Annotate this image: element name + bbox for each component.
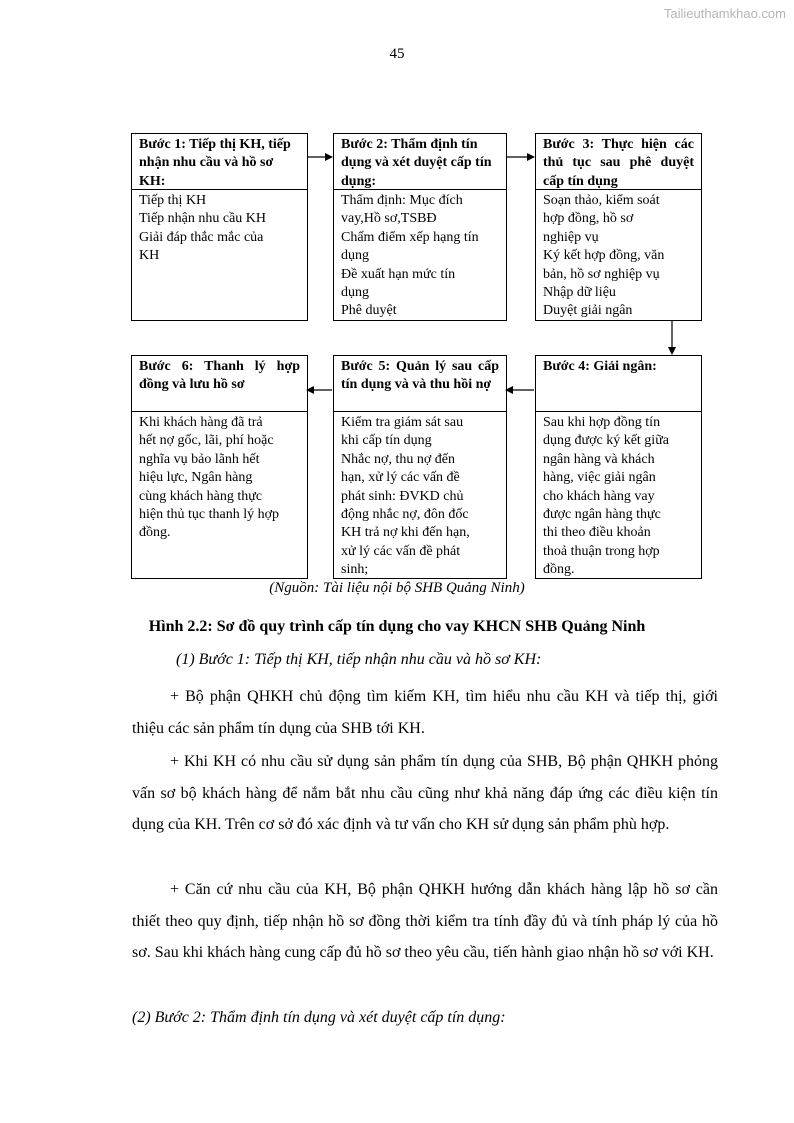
step-line: Tiếp thị KH bbox=[139, 193, 207, 208]
step-line: phát sinh: ĐVKD chủ bbox=[341, 488, 464, 504]
step-line: động nhắc nợ, đôn đốc bbox=[341, 507, 469, 523]
step-line: Soạn thảo, kiểm soát bbox=[543, 193, 660, 208]
step-line: Thẩm định: Mục đích bbox=[341, 193, 463, 208]
step-4-title: Bước 4: Giải ngân: bbox=[536, 356, 701, 412]
step-line: sinh; bbox=[341, 562, 369, 578]
figure-title: Hình 2.2: Sơ đồ quy trình cấp tín dụng cho vay KHCN SHB Quảng Ninh bbox=[148, 618, 646, 635]
step-line: dụng được ký kết giữa bbox=[543, 433, 669, 449]
step-line: Ký kết hợp đồng, văn bbox=[543, 248, 665, 264]
step-line: Phê duyệt bbox=[341, 303, 397, 319]
step-line: Sau khi hợp đồng tín bbox=[543, 415, 661, 430]
step-line: dụng bbox=[341, 248, 369, 264]
step-5-title: Bước 5: Quản lý sau cấp tín dụng và và thu hồi nợ bbox=[334, 356, 506, 412]
step-line: khi cấp tín dụng bbox=[341, 433, 432, 449]
step-line: xử lý các vấn đề phát bbox=[341, 543, 461, 559]
watermark: Tailieuthamkhao.com bbox=[663, 6, 786, 21]
step-2-title: Bước 2: Thẩm định tín dụng và xét duyệt cấp tín dụng: bbox=[334, 134, 506, 190]
step-line: Tiếp nhận nhu cầu KH bbox=[139, 211, 267, 227]
step-line: hiện thủ tục thanh lý hợp bbox=[139, 507, 279, 523]
step-line: KH trả nợ khi đến hạn, bbox=[341, 525, 470, 541]
paragraph-3: + Căn cứ nhu cầu của KH, Bộ phận QHKH hướng dẫn khách hàng lập hồ sơ cần thiết theo quy định, tiếp nhận hồ sơ đồng thời kiểm tra tính đầy đủ và tính pháp lý của hồ sơ. Sau khi khách hàng cung cấp đủ hồ sơ theo yêu cầu, tiến hành giao nhận hồ sơ với KH. bbox=[132, 881, 718, 961]
paragraph-step2-heading: (2) Bước 2: Thẩm định tín dụng và xét duyệt cấp tín dụng: bbox=[132, 1009, 506, 1026]
step-line: Nhắc nợ, thu nợ đến bbox=[341, 451, 455, 467]
page-number: 45 bbox=[389, 46, 405, 62]
step-line: Giải đáp thắc mắc của bbox=[139, 229, 264, 245]
step-line: cùng khách hàng thực bbox=[139, 488, 263, 504]
step-line: thoả thuận trong hợp bbox=[543, 543, 660, 559]
step-line: Nhập dữ liệu bbox=[543, 285, 616, 301]
step-line: cho khách hàng vay bbox=[543, 488, 655, 504]
step-line: hợp đồng, hồ sơ bbox=[543, 211, 634, 227]
step-line: hiệu lực, Ngân hàng bbox=[139, 470, 253, 486]
step-line: Khi khách hàng đã trả bbox=[139, 415, 263, 430]
step-line: bản, hồ sơ nghiệp vụ bbox=[543, 266, 660, 282]
step-line: hết nợ gốc, lãi, phí hoặc bbox=[139, 433, 274, 449]
paragraph-1: + Bộ phận QHKH chủ động tìm kiếm KH, tìm hiểu nhu cầu KH và tiếp thị, giới thiệu các sản phẩm tín dụng của SHB tới KH. bbox=[132, 688, 718, 737]
step-line: hàng, việc giải ngân bbox=[543, 470, 656, 486]
step-line: Chấm điểm xếp hạng tín bbox=[341, 229, 479, 245]
step-line: ngân hàng và khách bbox=[543, 451, 655, 467]
step-line: Duyệt giải ngân bbox=[543, 303, 633, 319]
step-line: được ngân hàng thực bbox=[543, 507, 661, 523]
step-line: nghiệp vụ bbox=[543, 229, 599, 245]
source-caption: (Nguồn: Tài liệu nội bộ SHB Quảng Ninh) bbox=[269, 580, 525, 596]
paragraph-2: + Khi KH có nhu cầu sử dụng sản phẩm tín dụng của SHB, Bộ phận QHKH phỏng vấn sơ bộ khách hàng để nắm bắt nhu cầu cũng như khả năng đáp ứng các điều kiện tín dụng của KH. Trên cơ sở đó xác định và tư vấn cho KH sử dụng sản phẩm phù hợp. bbox=[132, 753, 718, 833]
step-line: KH bbox=[139, 248, 160, 264]
step-line: đồng. bbox=[139, 525, 171, 541]
step-line: Đề xuất hạn mức tín bbox=[341, 266, 456, 282]
step-line: đồng. bbox=[543, 562, 575, 578]
step-line: dụng bbox=[341, 285, 369, 301]
step-3-title: Bước 3: Thực hiện các thủ tục sau phê duyệt cấp tín dụng bbox=[536, 134, 701, 190]
step-line: vay,Hồ sơ,TSBĐ bbox=[341, 211, 437, 227]
step-1-title: Bước 1: Tiếp thị KH, tiếp nhận nhu cầu và hồ sơ KH: bbox=[132, 134, 307, 190]
step-6-title: Bước 6: Thanh lý hợp đồng và lưu hồ sơ bbox=[132, 356, 307, 412]
step-line: nghĩa vụ bảo lãnh hết bbox=[139, 451, 260, 467]
step-line: hạn, xử lý các vấn đề bbox=[341, 470, 460, 486]
step-line: thi theo điều khoản bbox=[543, 525, 651, 541]
paragraph-step1-heading: (1) Bước 1: Tiếp thị KH, tiếp nhận nhu cầu và hồ sơ KH: bbox=[176, 651, 542, 668]
step-line: Kiểm tra giám sát sau bbox=[341, 415, 464, 430]
